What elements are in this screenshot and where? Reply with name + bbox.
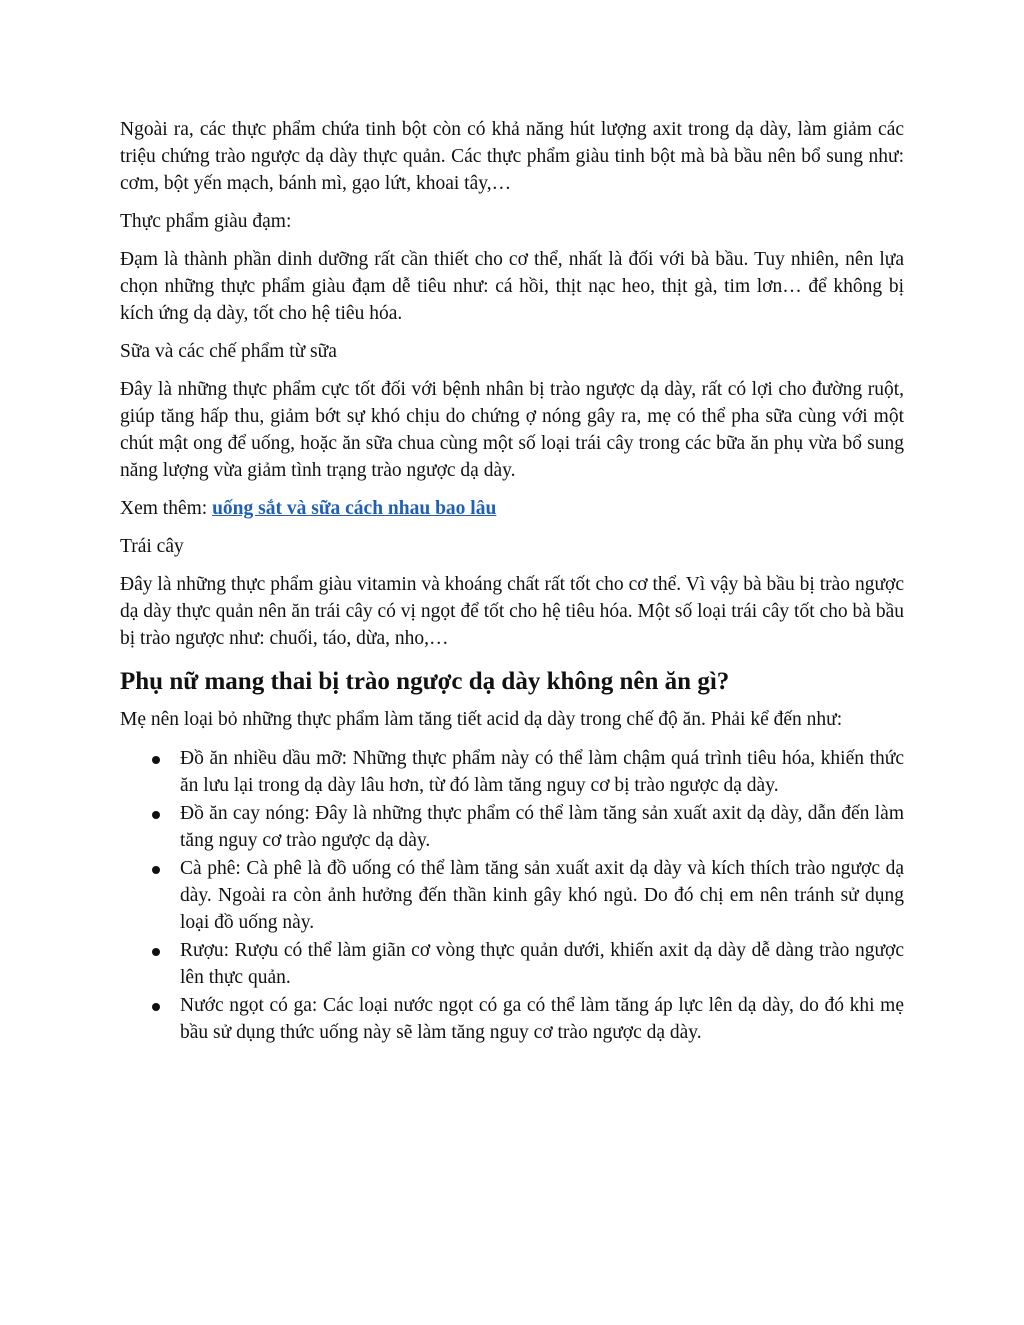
list-item-text: Rượu: Rượu có thể làm giãn cơ vòng thực quản dưới, khiến axit dạ dày dễ dàng trào ngược lên thực quản. [180,940,904,988]
list-item [120,855,904,936]
list-item-text: Cà phê: Cà phê là đồ uống có thể làm tăng sản xuất axit dạ dày và kích thích trào ngược dạ dày. Ngoài ra còn ảnh hưởng đến thần kinh gây khó ngủ. Do đó chị em nên tránh sử dụng loại đồ uống này. [180,858,904,933]
paragraph-milk: Đây là những thực phẩm cực tốt đối với bệnh nhân bị trào ngược dạ dày, rất có lợi cho đường ruột, giúp tăng hấp thu, giảm bớt sự khó chịu do chứng ợ nóng gây ra, mẹ có thể pha sữa cùng với một chút mật ong để uống, hoặc ăn sữa chua cùng một số loại trái cây trong các bữa ăn phụ vừa bổ sung năng lượng vừa giảm tình trạng trào ngược dạ dày. [120,379,904,481]
paragraph-protein: Đạm là thành phần dinh dưỡng rất cần thiết cho cơ thể, nhất là đối với bà bầu. Tuy nhiên, nên lựa chọn những thực phẩm giàu đạm dễ tiêu như: cá hồi, thịt nạc heo, thịt gà, tim lơn… để không bị kích ứng dạ dày, tốt cho hệ tiêu hóa. [120,249,904,324]
subheading-protein: Thực phẩm giàu đạm: [120,211,292,232]
paragraph-starch: Ngoài ra, các thực phẩm chứa tinh bột còn có khả năng hút lượng axit trong dạ dày, làm giảm các triệu chứng trào ngược dạ dày thực quản. Các thực phẩm giàu tinh bột mà bà bầu nên bổ sung như: cơm, bột yến mạch, bánh mì, gạo lứt, khoai tây,… [120,119,904,194]
list-item-text: Đồ ăn nhiều dầu mỡ: Những thực phẩm này có thể làm chậm quá trình tiêu hóa, khiến thức ăn lưu lại trong dạ dày lâu hơn, từ đó làm tăng nguy cơ bị trào ngược dạ dày. [180,748,904,796]
section-heading: Phụ nữ mang thai bị trào ngược dạ dày không nên ăn gì? [120,668,730,695]
list-item [120,992,904,1046]
paragraph-fruit: Đây là những thực phẩm giàu vitamin và khoáng chất rất tốt cho cơ thể. Vì vậy bà bầu bị trào ngược dạ dày thực quản nên ăn trái cây có vị ngọt để tốt cho hệ tiêu hóa. Một số loại trái cây tốt cho bà bầu bị trào ngược như: chuối, táo, dừa, nho,… [120,574,904,649]
bullet-icon [152,866,160,874]
see-more-line [120,495,904,522]
subheading-milk: Sữa và các chế phẩm từ sữa [120,341,337,362]
list-item-text: Đồ ăn cay nóng: Đây là những thực phẩm có thể làm tăng sản xuất axit dạ dày, dẫn đến làm tăng nguy cơ trào ngược dạ dày. [180,803,904,851]
list-item [120,745,904,799]
list-item-text: Nước ngọt có ga: Các loại nước ngọt có ga có thể làm tăng áp lực lên dạ dày, do đó khi mẹ bầu sử dụng thức uống này sẽ làm tăng nguy cơ trào ngược dạ dày. [180,995,904,1043]
see-more-prefix: Xem thêm: [120,498,213,519]
section-intro: Mẹ nên loại bỏ những thực phẩm làm tăng tiết acid dạ dày trong chế độ ăn. Phải kể đến như: [120,709,843,730]
subheading-fruit: Trái cây [120,536,184,557]
see-more-link[interactable]: uống sắt và sữa cách nhau bao lâu [212,498,497,519]
avoid-food-list [120,745,904,1046]
bullet-icon [152,948,160,956]
bullet-icon [152,811,160,819]
list-item [120,800,904,854]
document-page [120,116,904,1047]
bullet-icon [152,1003,160,1011]
bullet-icon [152,756,160,764]
list-item [120,937,904,991]
